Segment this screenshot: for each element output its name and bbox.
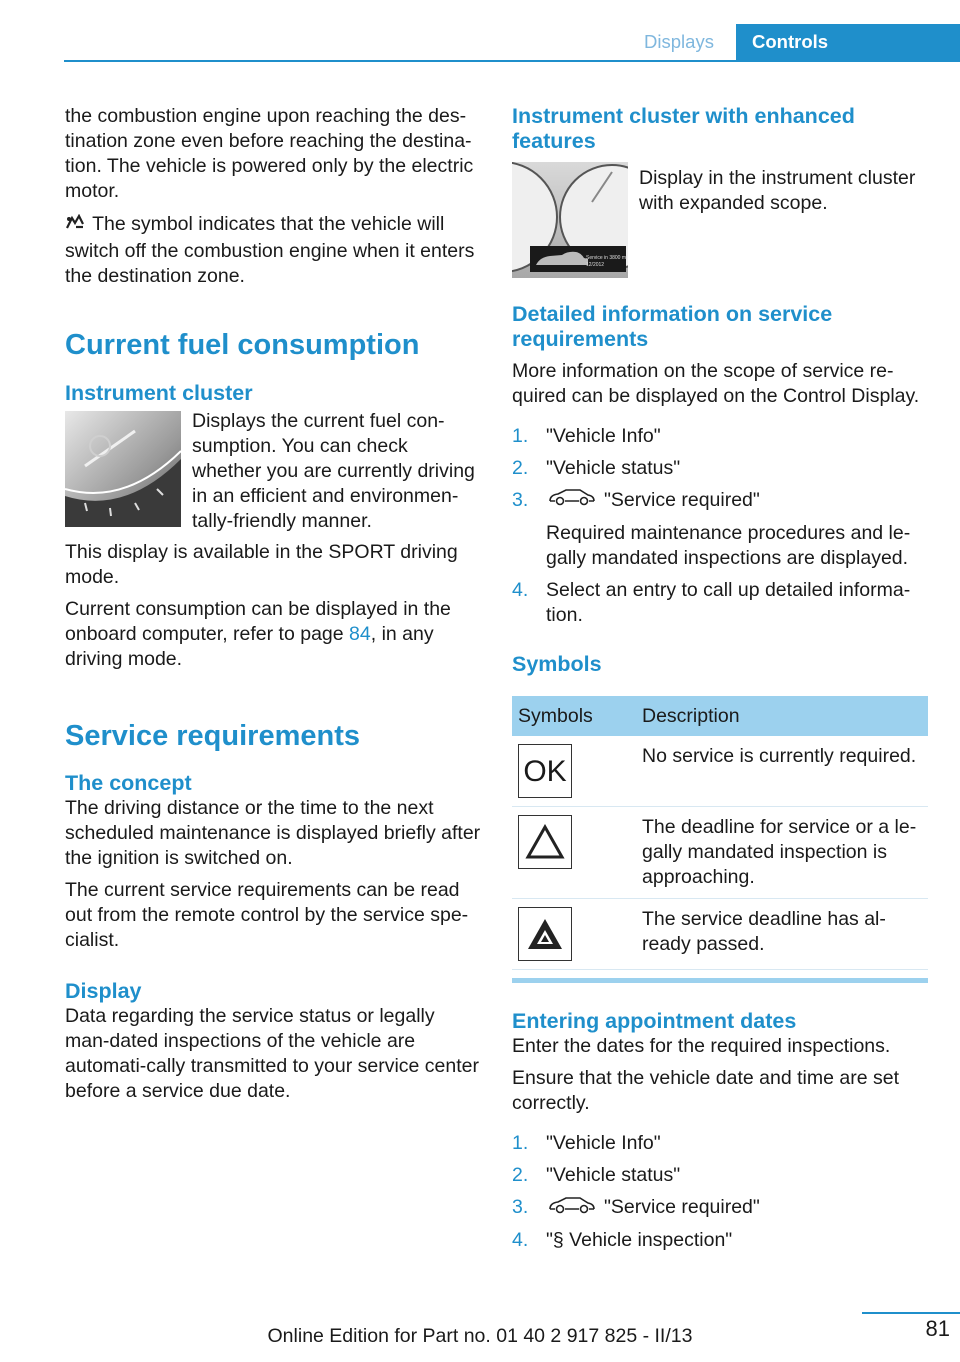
step-text: "§ Vehicle inspection" [546,1228,733,1251]
table-row [512,807,928,899]
onboard-text [65,597,481,672]
appointment-paragraph-2: Ensure that the vehicle date and time are set correctly. [512,1067,899,1115]
detail-heading: Detailed information on service requirements [512,302,833,351]
page-link-84[interactable]: 84 [349,623,371,645]
warning-triangle-icon [518,815,572,869]
symbols-table [512,696,928,970]
display-heading: Display [65,979,142,1003]
concept-paragraph-1: The driving distance or the time to the next scheduled maintenance is displayed briefly after the ignition is switched on. [65,797,481,869]
service-heading: Service requirements [65,720,360,752]
table-end-rule [512,978,928,983]
symbol-note [65,212,481,289]
step-number: 1. [512,425,529,447]
list-item [512,1131,928,1156]
enhanced-heading: Instrument cluster with enhanced features [512,104,855,153]
enhanced-text: Display in the instrument cluster with expanded scope. [639,167,916,214]
detail-paragraph: More information on the scope of service re-quired can be displayed on the Control Display. [512,360,920,407]
table-row [512,736,928,807]
step-text: "Service required" [604,1196,760,1219]
tab-displays: Displays [644,31,714,52]
header-rule [64,60,960,62]
table-header-description: Description [636,696,928,736]
table-cell-description: The service deadline has al-ready passed. [636,899,928,970]
step-number: 4. [512,579,529,602]
list-item [512,578,928,628]
table-row [512,899,928,970]
list-item [512,488,928,571]
left-column [65,104,481,1104]
concept-paragraph-2: The current service requirements can be read out from the remote control by the service spe-cialist. [65,879,469,951]
enhanced-cluster-image [512,162,628,278]
steps-list [512,424,928,628]
step-text: "Service required" [604,489,760,511]
step-text: "Vehicle status" [546,457,681,479]
step-number: 3. [512,1196,529,1219]
fuel-heading: Current fuel consumption [65,329,420,361]
sport-text: This display is available in the SPORT driving mode. [65,541,458,588]
step-number: 3. [512,489,529,511]
cluster-text: Displays the current fuel con-sumption. You can check whether you are currently driving in an efficient and environmen-tally-friendly manner. [192,410,475,532]
step-text: "Vehicle Info" [546,1132,661,1155]
step-text: "Vehicle status" [546,1164,681,1187]
intro-paragraph: the combustion engine upon reaching the des-tination zone even before reaching the destina-tion. The vehicle is powered only by the electric motor. [65,105,474,202]
display-paragraph: Data regarding the service status or legally man-dated inspections of the vehicle are automati-cally transmitted to your service center before a service due date. [65,1005,479,1102]
step-number: 1. [512,1132,529,1155]
step-number: 2. [512,1164,529,1187]
fuel-gauge-image [65,411,181,527]
symbol-note-text: The symbol indicates that the vehicle will switch off the combustion engine when it enters the destination zone. [65,213,475,287]
concept-heading: The concept [65,771,192,795]
onboard-text-post: , in any driving mode. [65,623,434,670]
car-service-icon [548,488,596,513]
table-header-symbols: Symbols [512,696,636,736]
cluster-service-text: Service in 3800 mi [586,255,628,261]
list-item [512,1163,928,1188]
ok-icon [518,744,572,798]
symbols-heading: Symbols [512,652,602,677]
tab-controls: Controls [736,24,960,62]
step-text: "Vehicle Info" [546,425,661,447]
appointment-heading: Entering appointment dates [512,1009,797,1034]
warning-filled-icon [518,907,572,961]
step-number: 2. [512,457,529,479]
step-text: Select an entry to call up detailed informa-tion. [546,579,911,627]
step-subtext: Required maintenance procedures and le-gally mandated inspections are displayed. [546,522,911,570]
appointment-steps [512,1131,928,1252]
appointment-paragraph-1: Enter the dates for the required inspections. [512,1035,891,1058]
cluster-heading: Instrument cluster [65,381,253,405]
car-service-icon [548,1196,596,1221]
page-number: 81 [862,1312,960,1342]
onboard-text-pre: Current consumption can be displayed in the onboard computer, refer to page [65,598,451,645]
ok-icon-text: OK [523,754,567,788]
right-column [512,104,928,1253]
list-item [512,1228,928,1253]
table-cell-description: The deadline for service or a le-gally mandated inspection is approaching. [636,807,928,899]
list-item [512,456,928,481]
footer-edition: Online Edition for Part no. 01 40 2 917 825 - II/13 [267,1325,693,1347]
table-cell-description: No service is currently required. [636,736,928,807]
cluster-date-text: 12/2012 [586,262,605,268]
list-item [512,424,928,449]
engine-off-icon [65,214,87,239]
step-number: 4. [512,1228,529,1251]
list-item [512,1195,928,1220]
